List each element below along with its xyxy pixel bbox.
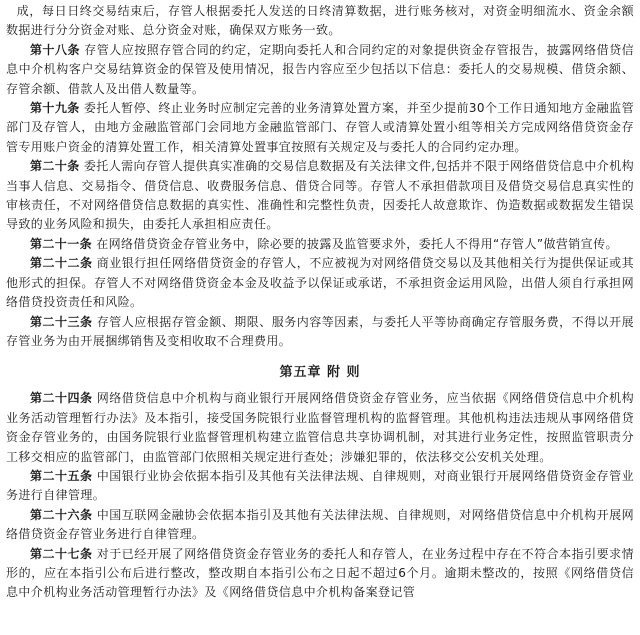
article-text: 中国银行业协会依据本指引及其他有关法律法规、自律规则，对商业银行开展网络借贷资金存管业务进行自律管理。 xyxy=(6,468,634,503)
article-paragraph xyxy=(6,467,634,506)
article-paragraph xyxy=(6,254,634,312)
article-paragraph xyxy=(6,99,634,157)
article-text: 中国互联网金融协会依据本指引及其他有关法律法规、自律规则，对网络借贷信息中介机构开展网络借贷资金存管业务进行自律管理。 xyxy=(6,507,634,542)
article-text: 委托人需向存管人提供真实准确的交易信息数据及有关法律文件,包括并不限于网络借贷信息中介机构当事人信息、交易指令、借贷信息、收费服务信息、借贷合同等。存管人不承担借款项目及借贷交易信息真实性的审核责任，不对网络借贷信息数据的真实性、准确性和完整性负责，因委托人故意欺诈、伪造数据或数据发生错误导致的业务风险和损失，由委托人承担相应责任。 xyxy=(6,159,635,232)
article-number: 第二十七条 xyxy=(30,546,93,561)
article-number: 第二十五条 xyxy=(30,468,93,483)
article-number: 第二十二条 xyxy=(30,256,93,271)
article-paragraph xyxy=(6,313,634,352)
article-number: 第二十四条 xyxy=(30,391,93,406)
article-paragraph xyxy=(6,545,634,603)
article-number: 第二十六条 xyxy=(30,507,93,522)
article-text: 商业银行担任网络借贷资金的存管人，不应被视为对网络借贷交易以及其他相关行为提供保证或其他形式的担保。存管人不对网络借贷资金本金及收益予以保证或承诺，不承担资金运用风险，出借人须自行承担网络借贷投资责任和风险。 xyxy=(6,256,634,310)
article-paragraph xyxy=(6,41,634,99)
article-paragraph xyxy=(6,389,634,467)
article-text: 对于已经开展了网络借贷资金存管业务的委托人和存管人，在业务过程中存在不符合本指引要求情形的，应在本指引公布后进行整改，整改期自本指引公布之日起不超过6个月。逾期未整改的，按照《网络借贷信息中介机构业务活动管理暂行办法》及《网络借贷信息中介机构备案登记管 xyxy=(6,546,634,600)
article-text: 成，每日日终交易结束后，存管人根据委托人发送的日终清算数据，进行账务核对，对资金明细流水、资金余额数据进行分分资金对账、总分资金对账，确保双方账务一致。 xyxy=(6,4,634,38)
article-number: 第二十一条 xyxy=(30,236,93,251)
article-text: 委托人暂停、终止业务时应制定完善的业务清算处置方案，并至少提前30个工作日通知地方金融监管部门及存管人，由地方金融监管部门会同地方金融监管部门、存管人或清算处置小组等相关方完成网络借贷资金存管专用账户资金的清算处置工作，相关清算处置事宜按照有关规定及与委托人的合同约定办理。 xyxy=(6,101,634,154)
article-text: 存管人应根据存管金额、期限、服务内容等因素，与委托人平等协商确定存管服务费，不得以开展存管业务为由开展捆绑销售及变相收取不合理费用。 xyxy=(6,314,634,348)
article-paragraph xyxy=(6,157,634,235)
article-text: 存管人应按照存管合同的约定，定期向委托人和合同约定的对象提供资金存管报告，披露网络借贷信息中介机构客户交易结算资金的保管及使用情况，报告内容应至少包括以下信息：委托人的交易规模、借贷余额、存管余额、借款人及出借人数量等。 xyxy=(6,42,634,96)
article-text: 在网络借贷资金存管业务中，除必要的披露及监管要求外，委托人不得用“存管人”做营销宣传。 xyxy=(96,236,618,251)
article-number: 第十八条 xyxy=(30,42,80,57)
article-paragraph xyxy=(6,506,634,545)
article-text: 网络借贷信息中介机构与商业银行开展网络借贷资金存管业务，应当依据《网络借贷信息中介机构业务活动管理暂行办法》及本指引，接受国务院银行业监督管理机构的监督管理。其他机构违法违规从事网络借贷资金存管业务的，由国务院银行业监督管理机构建立监管信息共享协调机制，对其进行业务定性，按照监管职责分工移交相应的监管部门，由监管部门依照相关规定进行查处；涉嫌犯罪的，依法移交公安机关处理。 xyxy=(6,391,634,464)
chapter-heading: 第五章 附 则 xyxy=(279,365,361,381)
article-number: 第二十三条 xyxy=(30,314,93,329)
article-number: 第二十条 xyxy=(30,159,80,174)
continued-paragraph xyxy=(6,2,634,41)
article-number: 第十九条 xyxy=(30,101,80,116)
article-paragraph xyxy=(6,235,634,254)
